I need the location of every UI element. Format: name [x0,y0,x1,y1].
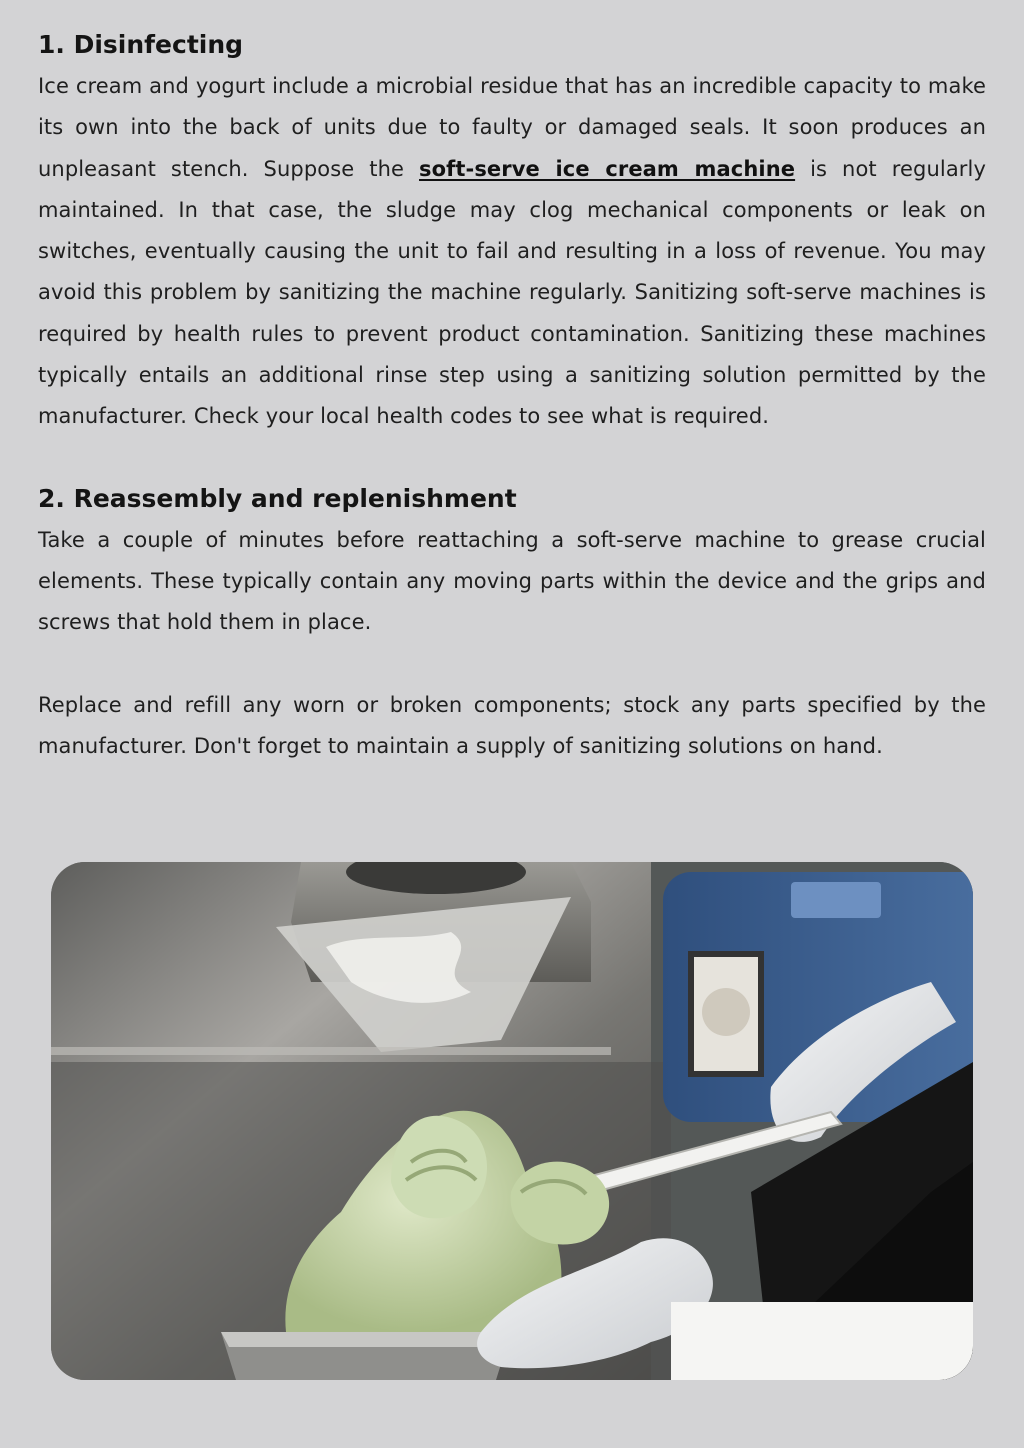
pan-rim [221,1332,511,1347]
soft-serve-machine-link[interactable]: soft-serve ice cream machine [419,156,796,181]
article-content [38,24,986,767]
ice-cream-machine-photo [51,862,973,1380]
section-heading-reassembly: 2. Reassembly and replenishment [38,483,517,513]
steel-edge [51,1047,611,1055]
paragraph-text-end: is not regularly maintained. In that case, the sludge may clog mechanical components or leak on switches, eventually causing the unit to fail and resulting in a loss of revenue. You may avoid this problem by sanitizing the machine regularly. Sanitizing soft-serve machines is required by health rules to prevent product contamination. Sanitizing these machines typically entails an additional rinse step using a sanitizing solution permitted by the manufacturer. Check your local health codes to see what is required. [38,156,986,429]
reassembly-paragraph: Take a couple of minutes before reattaching a soft-serve machine to grease crucial elements. These typically contain any moving parts within the device and the grips and screws that hold them in place. [38,527,986,635]
gauge-dial [702,988,750,1036]
paragraph-text-start: Ice cream and yogurt include a microbial residue that has an incredible capacity to make its own into the back of units due to faulty or damaged seals. It soon produces an unpleasant stench. Suppose the [38,74,986,181]
paragraph-spacer [38,644,986,685]
photo-illustration [51,862,973,1380]
section-spacer [38,438,986,478]
panel-label [791,882,881,918]
disinfecting-paragraph [38,66,986,438]
replenishment-paragraph: Replace and refill any worn or broken components; stock any parts specified by the manufacturer. Don't forget to maintain a supply of sanitizing solutions on hand. [38,692,986,758]
white-container [671,1302,973,1380]
section-heading-disinfecting: 1. Disinfecting [38,30,244,59]
